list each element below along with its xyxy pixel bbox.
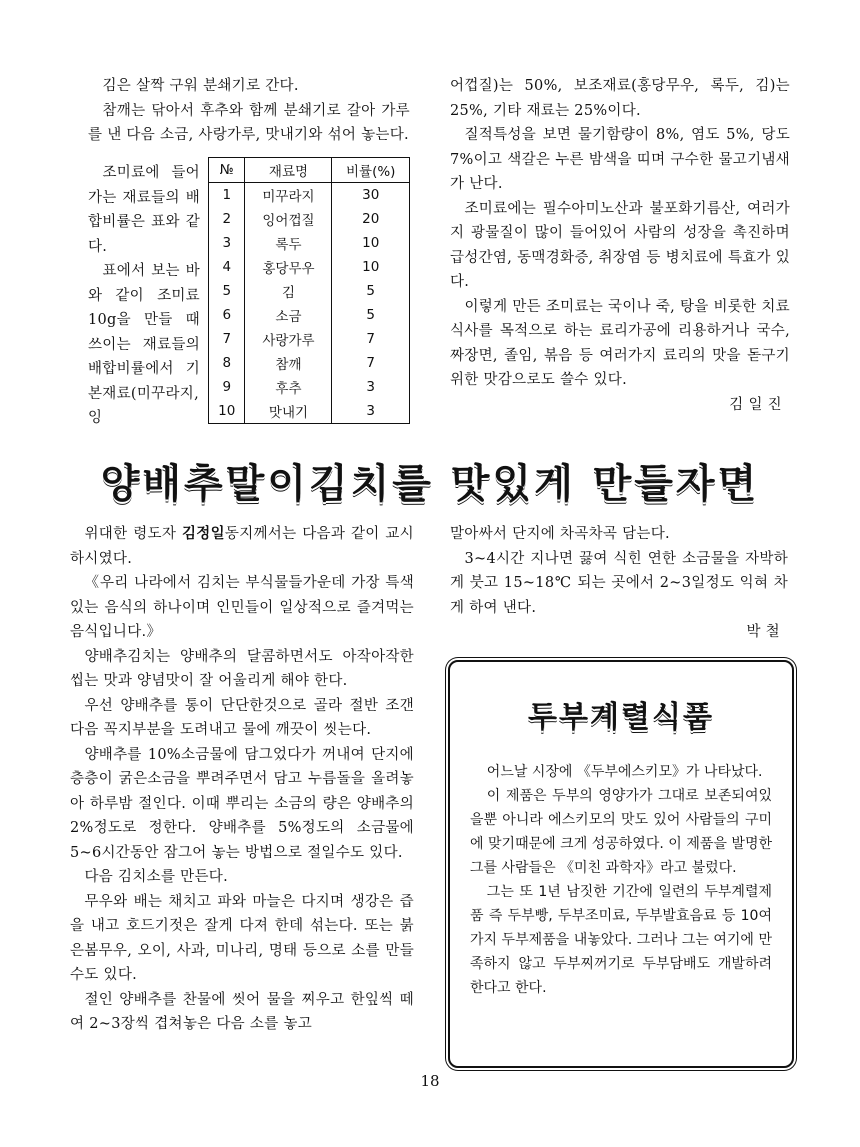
table-cell: 1	[209, 183, 245, 208]
table-cell: 참깨	[245, 351, 332, 375]
table-row	[209, 255, 410, 279]
paragraph: 조미료에는 필수아미노산과 불포화기름산, 여러가지 광물질이 많이 들어있어 사람의 성장을 촉진하며 급성간염, 동맥경화증, 취장염 등 병치료에 특효가 있다.	[450, 200, 790, 290]
table-cell: 소금	[245, 303, 332, 327]
table-cell: 7	[209, 327, 245, 351]
leader-name: 김정일	[181, 525, 225, 542]
table-cell: 3	[209, 231, 245, 255]
paragraph: 그는 또 1년 남짓한 기간에 일련의 두부계렬제품 즉 두부빵, 두부조미료, 두부발효음료 등 10여가지 두부제품을 내놓았다. 그러나 그는 여기에 만족하지 않고 두부찌꺼기로 두부담배도 개발하려 한다고 한다.	[470, 884, 772, 996]
boxed-article-body	[450, 760, 792, 1000]
table-cell: 10	[332, 255, 410, 279]
table-cell: 맛내기	[245, 399, 332, 424]
table-cell: 7	[332, 351, 410, 375]
page-number: 18	[420, 1072, 440, 1090]
paragraph: 김은 살짝 구워 분쇄기로 간다.	[102, 78, 299, 94]
table-cell: 후추	[245, 375, 332, 399]
table-cell: 4	[209, 255, 245, 279]
table-cell: 미꾸라지	[245, 183, 332, 208]
intro-text: 위대한 령도자	[84, 526, 182, 542]
table-cell: 잉어껍질	[245, 207, 332, 231]
table-cell: 2	[209, 207, 245, 231]
paragraph: 우선 양배추를 통이 단단한것으로 골라 절반 조갠 다음 꼭지부분을 도려내고 물에 깨끗이 씻는다.	[70, 697, 414, 738]
table-cell: 30	[332, 183, 410, 208]
table-cell: 김	[245, 279, 332, 303]
table-row	[209, 327, 410, 351]
table-cell: 록두	[245, 231, 332, 255]
table-cell: 10	[332, 231, 410, 255]
paragraph: 양배추김치는 양배추의 달콤하면서도 아작아작한 씹는 맛과 양념맛이 잘 어울리게 해야 한다.	[70, 648, 414, 689]
table-row	[209, 207, 410, 231]
bottom-right-column	[450, 522, 788, 645]
intro-paragraph	[70, 522, 414, 571]
table-cell: 10	[209, 399, 245, 424]
paragraph: 질적특성을 보면 물기함량이 8%, 염도 5%, 당도 7%이고 색갈은 누른 밤색을 띠며 구수한 물고기냄새가 난다.	[450, 127, 790, 192]
paragraph: 이렇게 만든 조미료는 국이나 죽, 탕을 비롯한 치료식사를 목적으로 하는 료리가공에 리용하거나 국수, 짜장면, 졸임, 볶음 등 여러가지 료리의 맛을 돋구기 위한 맛감으로도 쓸수 있다.	[450, 298, 790, 388]
author-signature: 박 철	[746, 624, 780, 640]
table-wrap-text	[88, 161, 200, 431]
table-cell: 사랑가루	[245, 327, 332, 351]
table-cell: 9	[209, 375, 245, 399]
boxed-article	[448, 660, 794, 1068]
table-cell: 3	[332, 399, 410, 424]
article-headline: 양배추말이김치를 맛있게 만들자면	[100, 461, 760, 507]
paragraph: 3~4시간 지나면 끓여 식힌 연한 소금물을 자박하게 붓고 15~18℃ 되는 곳에서 2~3일정도 익혀 차게 하여 낸다.	[450, 550, 788, 616]
boxed-article-title: 두부계렬식품	[528, 700, 714, 735]
table-cell: 5	[332, 279, 410, 303]
table-row	[209, 399, 410, 424]
paragraph: 말아싸서 단지에 차곡차곡 담는다.	[450, 526, 670, 542]
table-cell: 홍당무우	[245, 255, 332, 279]
table-cell: 8	[209, 351, 245, 375]
table-cell: 7	[332, 327, 410, 351]
intro-text: 동지께서는 다음과 같이 교시하시였다.	[70, 526, 414, 567]
table-row	[209, 303, 410, 327]
paragraph: 절인 양배추를 찬물에 씻어 물을 찌우고 한잎씩 떼여 2~3장씩 겹쳐놓은 다음 소를 놓고	[70, 991, 414, 1032]
table-header-row	[209, 158, 410, 183]
table-row	[209, 183, 410, 208]
top-right-column	[450, 74, 790, 417]
table-row	[209, 279, 410, 303]
paragraph: 어껍질)는 50%, 보조재료(홍당무우, 록두, 김)는 25%, 기타 재료는 25%이다.	[450, 78, 790, 119]
paragraph: 이 제품은 두부의 영양가가 그대로 보존되여있을뿐 아니라 에스키모의 맛도 있어 사람들의 구미에 맞기때문에 크게 성공하였다. 이 제품을 발명한 그를 사람들은 《미친 과학자》라고 불렀다.	[470, 788, 772, 876]
bottom-left-column	[70, 522, 414, 1037]
column-header: 비률(%)	[332, 158, 410, 183]
quotation: 《우리 나라에서 김치는 부식물들가운데 가장 특색있는 음식의 하나이며 인민들이 일상적으로 즐겨먹는 음식입니다.》	[70, 575, 414, 640]
column-header: №	[209, 158, 245, 183]
top-left-column	[88, 74, 410, 148]
paragraph: 조미료에 들어가는 재료들의 배합비률은 표와 같다.	[88, 165, 200, 255]
paragraph: 무우와 배는 채치고 파와 마늘은 다지며 생강은 즙을 내고 호드기젓은 잘게 다져 한데 섞는다. 또는 붉은봄무우, 오이, 사과, 미나리, 명태 등으로 소를 만들수도 있다.	[70, 893, 414, 983]
paragraph: 표에서 보는 바와 같이 조미료 10g을 만들 때 쓰이는 재료들의 배합비률에서 기본재료(미꾸라지, 잉	[88, 263, 200, 426]
table-row	[209, 375, 410, 399]
table-cell: 5	[332, 303, 410, 327]
paragraph: 양배추를 10%소금물에 담그었다가 꺼내여 단지에 층층이 굵은소금을 뿌려주면서 담고 누름돌을 올려놓아 하루밤 절인다. 이때 뿌리는 소금의 량은 양배추의 2%정도로 정한다. 양배추를 5%정도의 소금물에 5~6시간동안 잠그어 놓는 방법으로 절일수도 있다.	[70, 746, 414, 861]
table-cell: 5	[209, 279, 245, 303]
table-cell: 6	[209, 303, 245, 327]
author-signature: 김 일 진	[729, 396, 782, 413]
table-cell: 20	[332, 207, 410, 231]
table-row	[209, 231, 410, 255]
paragraph: 참깨는 닦아서 후추와 함께 분쇄기로 갈아 가루를 낸 다음 소금, 사랑가루, 맛내기와 섞어 놓는다.	[88, 102, 410, 143]
ingredient-ratio-table	[208, 157, 410, 424]
table-cell: 3	[332, 375, 410, 399]
paragraph: 다음 김치소를 만든다.	[84, 869, 228, 885]
paragraph: 어느날 시장에 《두부에스키모》가 나타났다.	[486, 764, 763, 780]
column-header: 재료명	[245, 158, 332, 183]
table-row	[209, 351, 410, 375]
